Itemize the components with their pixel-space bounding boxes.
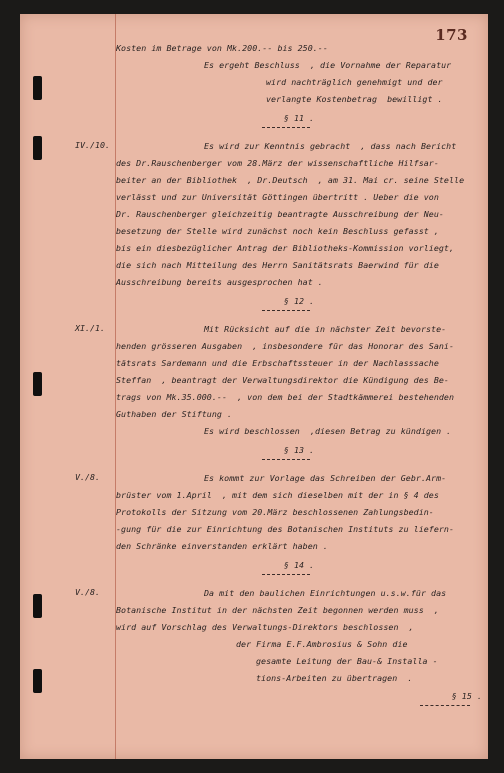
text-line: henden grösseren Ausgaben , insbesondere für das Honorar des Sani- bbox=[116, 341, 455, 351]
section-rule bbox=[262, 127, 310, 129]
text-line: Es wird beschlossen ,diesen Betrag zu kündigen . bbox=[204, 426, 452, 436]
punch-hole bbox=[33, 669, 42, 693]
text-line: Dr. Rauschenberger gleichzeitig beantragte Ausschreibung der Neu- bbox=[116, 209, 444, 219]
text-line: trags von Mk.35.000.-- , von dem bei der Stadtkämmerei bestehenden bbox=[116, 392, 455, 402]
text-line: der Firma E.F.Ambrosius & Sohn die bbox=[236, 639, 408, 649]
text-line: tätsrats Sardemann und die Erbschaftssteuer in der Nachlasssache bbox=[116, 358, 439, 368]
text-line: Botanische Institut in der nächsten Zeit begonnen werden muss , bbox=[116, 605, 439, 615]
text-line: -gung für die zur Einrichtung des Botanischen Instituts zu liefern- bbox=[116, 524, 455, 534]
section-rule bbox=[262, 574, 310, 576]
text-line: beiter an der Bibliothek , Dr.Deutsch , am 31. Mai cr. seine Stelle bbox=[116, 175, 465, 185]
text-line: Es kommt zur Vorlage das Schreiben der Gebr.Arm- bbox=[204, 473, 447, 483]
text-line: den Schränke einverstanden erklärt haben . bbox=[116, 541, 328, 551]
punch-hole bbox=[33, 372, 42, 396]
text-line: Steffan , beantragt der Verwaltungsdirektor die Kündigung des Be- bbox=[116, 375, 449, 385]
punch-hole bbox=[33, 594, 42, 618]
text-line: die sich nach Mitteilung des Herrn Sanitätsrats Baerwind für die bbox=[116, 260, 439, 270]
text-line: des Dr.Rauschenberger vom 28.März der wissenschaftliche Hilfsar- bbox=[116, 158, 439, 168]
page-number: 173 bbox=[435, 26, 468, 44]
text-line: tions-Arbeiten zu übertragen . bbox=[256, 673, 413, 683]
text-line: wird nachträglich genehmigt und der bbox=[266, 77, 443, 87]
section-heading: § 14 . bbox=[283, 560, 315, 570]
section-heading: § 12 . bbox=[283, 296, 315, 306]
agenda-reference: XI./1. bbox=[75, 323, 105, 333]
text-line: Guthaben der Stiftung . bbox=[116, 409, 233, 419]
text-line: Mit Rücksicht auf die in nächster Zeit bevorste- bbox=[204, 324, 447, 334]
section-heading: § 15 . bbox=[451, 691, 482, 701]
section-rule bbox=[420, 705, 470, 707]
section-rule bbox=[262, 459, 310, 461]
text-line: Es wird zur Kenntnis gebracht , dass nach Bericht bbox=[204, 141, 457, 151]
text-line: Protokolls der Sitzung vom 20.März beschlossenen Zahlungsbedin- bbox=[116, 507, 434, 517]
text-line: brüster vom 1.April , mit dem sich dieselben mit der in § 4 des bbox=[116, 490, 439, 500]
agenda-reference: V./8. bbox=[75, 587, 100, 597]
text-line: verlässt und zur Universität Göttingen übertritt . Ueber die von bbox=[116, 192, 439, 202]
punch-hole bbox=[33, 136, 42, 160]
agenda-reference: IV./10. bbox=[75, 140, 110, 150]
section-rule bbox=[262, 310, 310, 312]
text-line: Da mit den baulichen Einrichtungen u.s.w.für das bbox=[204, 588, 447, 598]
text-line: bis ein diesbezüglicher Antrag der Bibliotheks-Kommission vorliegt, bbox=[116, 243, 455, 253]
agenda-reference: V./8. bbox=[75, 472, 100, 482]
section-heading: § 13 . bbox=[283, 445, 315, 455]
text-line: gesamte Leitung der Bau-& Installa - bbox=[256, 656, 438, 666]
text-line: Ausschreibung bereits ausgesprochen hat . bbox=[116, 277, 323, 287]
section-heading: § 11 . bbox=[283, 113, 315, 123]
text-line: Kosten im Betrage von Mk.200.-- bis 250.-- bbox=[116, 43, 328, 53]
text-line: Es ergeht Beschluss , die Vornahme der Reparatur bbox=[204, 60, 452, 70]
punch-hole bbox=[33, 76, 42, 100]
text-line: verlangte Kostenbetrag bewilligt . bbox=[266, 94, 443, 104]
text-line: wird auf Vorschlag des Verwaltungs-Direktors beschlossen , bbox=[116, 622, 414, 632]
text-line: besetzung der Stelle wird zunächst noch kein Beschluss gefasst , bbox=[116, 226, 439, 236]
document-page bbox=[20, 14, 488, 759]
